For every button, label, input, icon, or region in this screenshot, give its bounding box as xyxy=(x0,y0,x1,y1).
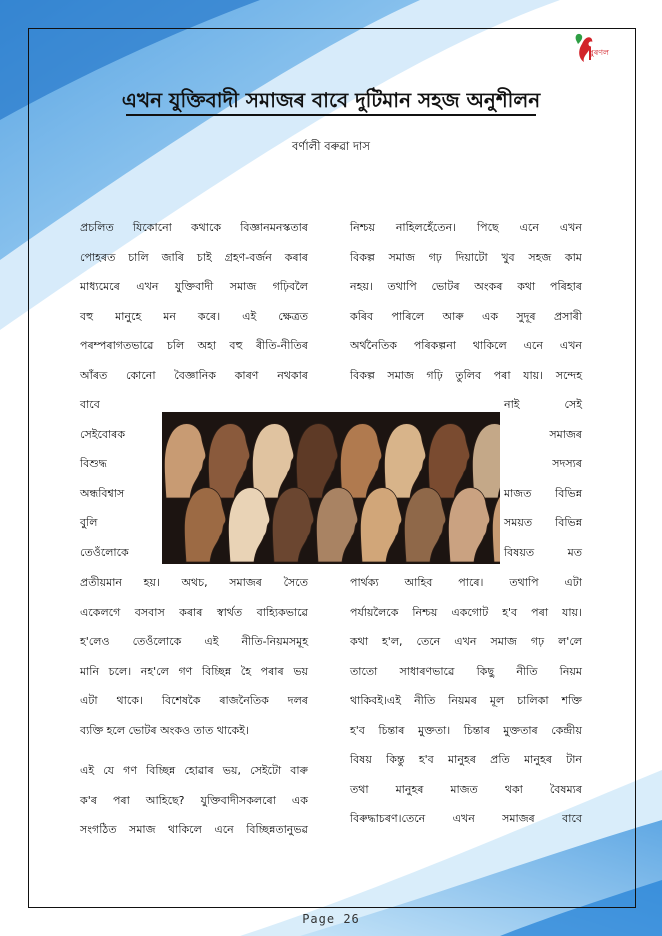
word: সংগঠিত xyxy=(80,823,117,836)
word: নিয়ম xyxy=(559,664,582,678)
word: স্বাৰ্থত xyxy=(216,605,243,619)
word: সমাজ xyxy=(490,635,517,648)
word: চলি xyxy=(166,339,185,352)
word: অংকৰ xyxy=(474,280,503,293)
text-line xyxy=(350,272,582,302)
human-profiles-illustration xyxy=(162,412,500,564)
word: বিশেষকৈ xyxy=(161,694,201,707)
text-line xyxy=(80,786,308,816)
word: নাহিলহেঁতেন। xyxy=(395,221,457,234)
word: শক্তি xyxy=(561,694,582,707)
word: থাকিলে xyxy=(168,823,202,836)
word: পৰ্যায়লৈকে xyxy=(350,605,399,619)
word: সমাজ xyxy=(229,280,257,293)
word: বিভিন্ন xyxy=(555,486,582,500)
word: মুক্ততা। xyxy=(418,723,451,737)
word: নাই xyxy=(504,398,520,411)
text-line xyxy=(350,598,582,628)
right-column-bottom xyxy=(350,568,582,834)
word: কথাকে xyxy=(190,221,222,234)
text-line xyxy=(80,756,308,786)
word: নীতি xyxy=(414,694,436,707)
narrow-line: তেওঁলোকে xyxy=(80,545,129,559)
narrow-line: বুলি xyxy=(80,516,98,529)
word: কৰাৰ xyxy=(284,250,308,264)
word: কেন্দ্ৰীয় xyxy=(551,723,582,737)
word: পৰা xyxy=(112,793,130,807)
word: এই xyxy=(242,309,257,323)
text-line xyxy=(80,272,308,302)
word: অথচ, xyxy=(181,576,208,589)
word: পাৰিলে xyxy=(391,309,425,323)
word: বহু xyxy=(80,309,94,323)
word: বিকল্প xyxy=(350,250,375,264)
word: তেওঁলোকে xyxy=(132,635,182,648)
word: আহিছে? xyxy=(145,793,185,807)
word: কাম xyxy=(564,250,582,264)
word: যায়। xyxy=(523,368,544,382)
word: ভয়, xyxy=(222,764,241,777)
word: সদস্যৰ xyxy=(552,457,582,470)
word: পাৰ্থক্য xyxy=(350,576,379,589)
left-column-top xyxy=(80,213,308,390)
word: চিন্তাৰ xyxy=(378,723,405,737)
word: যুক্তিবাদী xyxy=(174,280,214,293)
text-line xyxy=(80,302,308,332)
word: সৈতে xyxy=(283,576,308,589)
word: মত xyxy=(567,545,582,559)
word: এখন xyxy=(559,221,582,234)
word: সমাজ xyxy=(388,250,415,264)
word: চালি xyxy=(128,250,149,264)
word: ল'লে xyxy=(558,635,582,648)
word: থকা xyxy=(504,782,523,796)
word: প্ৰচলিত xyxy=(80,221,114,234)
word: পোহৰত xyxy=(80,250,116,264)
text-line xyxy=(350,361,582,391)
word: গঢ়ি xyxy=(426,368,443,382)
word: বিচ্ছিন্ন xyxy=(146,764,176,777)
word: তাতো xyxy=(350,664,378,678)
word: মানুহৰ xyxy=(395,782,424,796)
word: সময়ত xyxy=(504,516,533,529)
word: প্ৰতীয়মান xyxy=(80,576,122,589)
text-line xyxy=(350,568,582,598)
word: সমাজ xyxy=(387,368,414,382)
word: এখন xyxy=(454,635,477,648)
left-column-bottom xyxy=(80,568,308,745)
word: নথকাৰ xyxy=(277,368,308,382)
word: চিন্তাৰ xyxy=(463,723,490,737)
right-column-narrow xyxy=(504,390,582,567)
word: অৰ্থনৈতিক xyxy=(350,339,397,352)
word: নীতি xyxy=(516,664,538,678)
left-column-narrow xyxy=(80,390,158,567)
word: চালিকা xyxy=(517,694,549,707)
word: খুব xyxy=(501,250,515,264)
word: বিষয়ত xyxy=(504,545,535,559)
narrow-line xyxy=(504,508,582,538)
word: মাধ্যমেৰে xyxy=(80,280,120,293)
text-line xyxy=(350,775,582,805)
word: চলে। xyxy=(108,664,132,678)
word: নীতি-নিয়মসমূহ xyxy=(241,635,308,648)
narrow-line xyxy=(504,420,582,450)
article-image xyxy=(162,412,500,564)
word: নিশ্চয় xyxy=(412,605,438,619)
word: বিকল্প xyxy=(350,368,375,382)
word: সন্দেহ xyxy=(555,368,582,382)
word: নিয়মৰ xyxy=(448,694,477,707)
word: বিজ্ঞানমনস্কতাৰ xyxy=(240,221,308,234)
word: পাৰে। xyxy=(458,576,484,589)
word: সমাজৰ xyxy=(502,812,535,825)
word: একেলগে xyxy=(80,605,121,619)
word: তথাপি xyxy=(387,280,417,293)
word: থাকিবই।এই xyxy=(350,694,402,707)
text-line xyxy=(80,716,308,746)
text-line xyxy=(350,331,582,361)
title-underline xyxy=(126,114,536,116)
word: সহজ xyxy=(528,250,552,264)
word: বাৰু xyxy=(290,764,308,777)
word: তথাপি xyxy=(509,576,539,589)
word: বিৰুদ্ধাচৰণ।তেনে xyxy=(350,812,426,825)
word: বসবাস xyxy=(134,605,165,619)
word: মানুহে xyxy=(115,309,142,323)
text-line xyxy=(350,716,582,746)
word: ব্যক্তি হলে ভোটৰ অংকও তাত থাকেই। xyxy=(80,723,249,737)
text-line xyxy=(80,243,308,273)
word: কথা xyxy=(517,280,536,293)
word: এনে xyxy=(519,221,539,234)
word: মূল xyxy=(489,694,505,707)
word: কৰাৰ xyxy=(179,605,203,619)
word: বিচ্ছিন্নতানুভৱ xyxy=(246,823,308,836)
word: দিয়াটো xyxy=(455,250,488,264)
word: এই xyxy=(204,635,219,648)
word: হোৱাৰ xyxy=(184,764,214,777)
word: কৰে। xyxy=(197,309,221,323)
word: গঢ় xyxy=(530,635,545,648)
narrow-line: বাবে xyxy=(80,398,100,411)
word: হ'ব xyxy=(502,605,518,619)
word: হ'ল, xyxy=(382,635,403,648)
word: বৈষম্যৰ xyxy=(549,782,582,796)
text-line xyxy=(350,302,582,332)
word: সাধাৰণভাৱে xyxy=(399,664,455,678)
article-title: এখন যুক্তিবাদী সমাজৰ বাবে দুটিমান সহজ অনুশীলন xyxy=(121,88,541,112)
word: পৰিহাৰ xyxy=(550,280,582,293)
narrow-line: সেইবোৰক xyxy=(80,427,126,441)
text-line xyxy=(80,568,308,598)
word: হয়। xyxy=(143,576,160,589)
left-column-paragraph-2 xyxy=(80,756,308,845)
text-line xyxy=(80,686,308,716)
word: আহিব xyxy=(404,576,433,589)
word: একগোট xyxy=(451,605,489,619)
article-author: বৰ্ণালী বৰুৱা দাস xyxy=(292,139,370,153)
word: চাই xyxy=(196,250,212,264)
word: যে xyxy=(103,764,115,777)
word: থাকিলে xyxy=(472,339,507,352)
word: সুদূৰ xyxy=(516,309,536,323)
word: প্ৰতি xyxy=(490,753,510,766)
word: এক xyxy=(291,793,308,807)
page-number: Page 26 xyxy=(302,912,360,926)
word: ৰাজনৈতিক xyxy=(219,694,269,707)
narrow-line: অন্ধবিশ্বাস xyxy=(80,486,125,500)
text-line xyxy=(350,745,582,775)
word: কৰিব xyxy=(350,309,374,323)
word: মানুহৰ xyxy=(524,753,552,766)
word: থাকে। xyxy=(116,694,143,707)
word: ভোটৰ xyxy=(431,280,460,293)
word: নহ'লে xyxy=(140,664,169,678)
narrow-line xyxy=(504,479,582,509)
word: সমাজৰ xyxy=(229,576,262,589)
word: গণ xyxy=(178,664,193,678)
word: মানি xyxy=(80,664,100,678)
word: সেইটো xyxy=(250,764,282,777)
text-line xyxy=(80,331,308,361)
word: মাজত xyxy=(450,782,478,796)
word: এনে xyxy=(523,339,543,352)
text-line xyxy=(80,627,308,657)
word: এনে xyxy=(214,823,234,836)
word: কথা xyxy=(350,635,369,648)
word: সমাজৰ xyxy=(549,427,582,441)
word: সমাজ xyxy=(129,823,156,836)
right-column-top xyxy=(350,213,582,390)
word: এটা xyxy=(564,576,582,589)
word: বিষয় xyxy=(350,753,372,766)
word: এক xyxy=(481,309,499,323)
word: ক'ৰ xyxy=(80,793,97,807)
word: যিকোনো xyxy=(132,221,172,234)
word: এখন xyxy=(452,812,475,825)
word: গঢ়িবলৈ xyxy=(272,280,308,293)
word: তুলিব xyxy=(455,368,482,382)
word: বাহ্যিকভাৱে xyxy=(256,605,308,619)
word: সেই xyxy=(564,398,582,411)
word: হ'ব xyxy=(350,723,365,737)
word: নহয়। xyxy=(350,280,373,293)
word: এটা xyxy=(80,694,98,707)
text-line xyxy=(80,815,308,845)
word: পৰা xyxy=(531,605,549,619)
text-line xyxy=(350,686,582,716)
word: মুক্ততাৰ xyxy=(503,723,538,737)
word: হৈ xyxy=(240,664,251,678)
word: বিভিন্ন xyxy=(555,516,582,529)
word: গ্ৰহণ-বৰ্জন xyxy=(224,250,272,264)
word: ভয় xyxy=(293,664,308,678)
word: কিন্তু xyxy=(386,753,405,766)
word: বহু xyxy=(229,339,243,352)
narrow-line xyxy=(504,390,582,420)
word: বৈজ্ঞানিক xyxy=(174,368,216,382)
word: নিশ্চয় xyxy=(350,221,375,234)
text-line xyxy=(80,213,308,243)
word: ক্ষেত্ৰত xyxy=(278,309,308,323)
word: এখন xyxy=(559,339,582,352)
word: মাজত xyxy=(504,486,532,500)
word: টান xyxy=(566,753,582,766)
word: প্ৰসাৰী xyxy=(553,309,582,323)
word: দলৰ xyxy=(287,694,308,707)
narrow-line xyxy=(504,538,582,568)
text-line xyxy=(350,627,582,657)
word: যায়। xyxy=(562,605,582,619)
word: বিচ্ছিন্ন xyxy=(201,664,232,678)
word: তথা xyxy=(350,782,369,796)
word: মানুহৰ xyxy=(448,753,476,766)
word: তেনে xyxy=(416,635,441,648)
logo-text: ম্বুৰণল xyxy=(589,48,610,57)
text-line xyxy=(350,657,582,687)
word: এই xyxy=(80,764,95,777)
text-line xyxy=(350,213,582,243)
text-line xyxy=(80,657,308,687)
narrow-line: বিশুদ্ধ xyxy=(80,457,107,470)
word: জাৰি xyxy=(161,250,184,264)
text-line xyxy=(350,804,582,834)
word: পৰাৰ xyxy=(260,664,284,678)
text-line xyxy=(80,598,308,628)
word: গণ xyxy=(123,764,138,777)
text-line xyxy=(80,361,308,391)
word: কিছু xyxy=(476,664,495,678)
word: পৰম্পৰাগতভাৱে xyxy=(80,339,154,352)
word: ৰীতি-নীতিৰ xyxy=(255,339,308,352)
text-line xyxy=(350,243,582,273)
word: হ'ব xyxy=(418,753,434,766)
word: এখন xyxy=(136,280,159,293)
word: গঢ় xyxy=(428,250,442,264)
word: যুক্তিবাদীসকলৰো xyxy=(200,793,276,807)
word: পিছে xyxy=(476,221,499,234)
word: মন xyxy=(163,309,176,323)
word: আৰু xyxy=(442,309,464,323)
narrow-line xyxy=(504,449,582,479)
word: বাবে xyxy=(562,812,582,825)
word: কোনো xyxy=(126,368,156,382)
word: হ'লেও xyxy=(80,635,110,648)
word: আঁৰত xyxy=(80,368,108,382)
word: পৰিকল্পনা xyxy=(413,339,456,352)
word: অহা xyxy=(197,339,217,352)
word: কাৰণ xyxy=(234,368,259,382)
word: পৰা xyxy=(493,368,511,382)
